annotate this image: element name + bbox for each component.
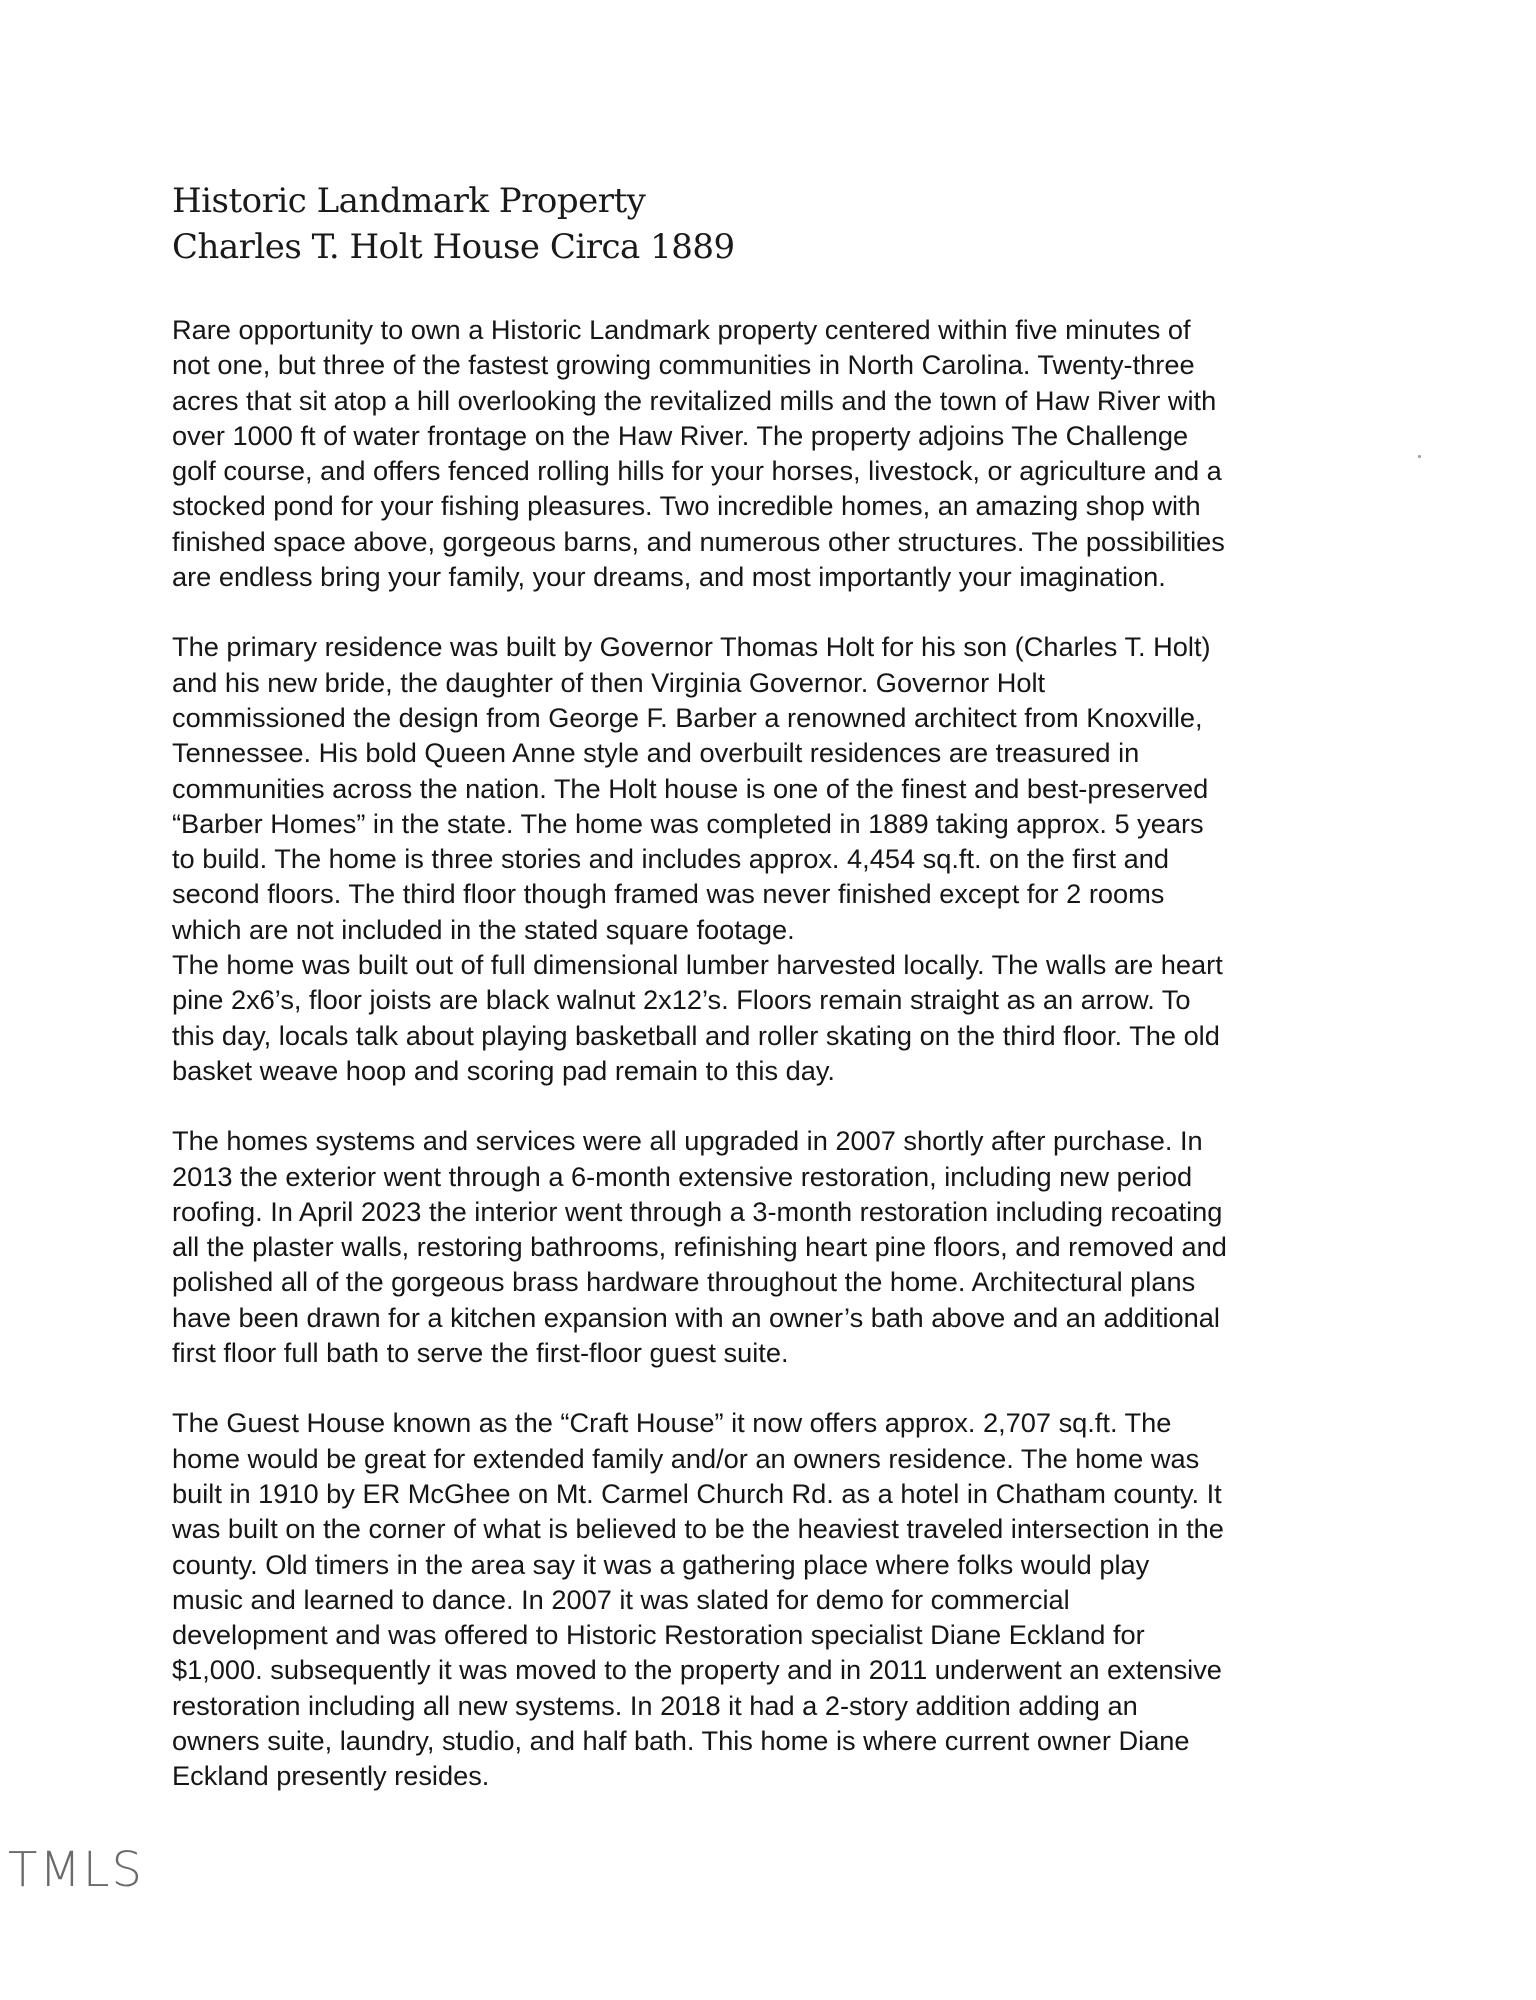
text-line: golf course, and offers fenced rolling hills for your horses, livestock, or agriculture and a [172,455,1222,487]
tmls-watermark: TMLS [8,1842,144,1898]
text-line: and his new bride, the daughter of then Virginia Governor. Governor Holt [172,666,1046,698]
document-body [172,312,1392,1794]
text-line: finished space above, gorgeous barns, and numerous other structures. The possibilities [172,525,1225,557]
text-line: home would be great for extended family and/or an owners residence. The home was [172,1442,1200,1474]
text-line: county. Old timers in the area say it was a gathering place where folks would play [172,1548,1150,1580]
text-line: $1,000. subsequently it was moved to the property and in 2011 underwent an extensive [172,1654,1222,1686]
text-line: Tennessee. His bold Queen Anne style and overbuilt residences are treasured in [172,737,1140,769]
text-line: built in 1910 by ER McGhee on Mt. Carmel Church Rd. as a hotel in Chatham county. It [172,1477,1222,1509]
text-line: development and was offered to Historic Restoration specialist Diane Eckland for [172,1619,1145,1651]
scan-speck [1418,455,1421,458]
text-line: The home was built out of full dimensional lumber harvested locally. The walls are heart [172,949,1223,981]
text-line: over 1000 ft of water frontage on the Haw River. The property adjoins The Challenge [172,419,1189,451]
paragraph-upgrades [172,1123,1392,1370]
paragraph-guest-house [172,1405,1392,1793]
text-line: owners suite, laundry, studio, and half bath. This home is where current owner Diane [172,1724,1190,1756]
text-line: communities across the nation. The Holt house is one of the finest and best-preserved [172,772,1209,804]
text-line: roofing. In April 2023 the interior went through a 3-month restoration including recoating [172,1195,1223,1227]
text-line: this day, locals talk about playing basketball and roller skating on the third floor. The old [172,1019,1220,1051]
text-line: which are not included in the stated square footage. [172,913,795,945]
text-line: basket weave hoop and scoring pad remain to this day. [172,1054,835,1086]
text-line: commissioned the design from George F. Barber a renowned architect from Knoxville, [172,701,1203,733]
text-line: acres that sit atop a hill overlooking the revitalized mills and the town of Haw River with [172,384,1217,416]
text-line: to build. The home is three stories and includes approx. 4,454 sq.ft. on the first and [172,843,1169,875]
text-line: Rare opportunity to own a Historic Landmark property centered within five minutes of [172,314,1191,345]
text-line: 2013 the exterior went through a 6-month extensive restoration, including new period [172,1160,1193,1192]
text-line: The primary residence was built by Governor Thomas Holt for his son (Charles T. Holt) [172,631,1211,663]
text-line: first floor full bath to serve the first-floor guest suite. [172,1337,789,1369]
text-line: “Barber Homes” in the state. The home was completed in 1889 taking approx. 5 years [172,807,1204,839]
text-line: was built on the corner of what is believed to be the heaviest traveled intersection in the [172,1513,1224,1545]
text-line: The Guest House known as the “Craft House” it now offers approx. 2,707 sq.ft. The [172,1407,1172,1439]
document-heading [172,178,1372,270]
text-line: Eckland presently resides. [172,1760,490,1792]
paragraph-primary-residence [172,629,1392,947]
heading-line-2: Charles T. Holt House Circa 1889 [172,227,735,267]
text-line: polished all of the gorgeous brass hardware throughout the home. Architectural plans [172,1266,1196,1298]
text-line: second floors. The third floor though framed was never finished except for 2 rooms [172,878,1165,910]
text-line: pine 2x6’s, floor joists are black walnut 2x12’s. Floors remain straight as an arrow. To [172,984,1191,1016]
text-line: restoration including all new systems. In 2018 it had a 2-story addition adding an [172,1689,1138,1721]
paragraph-intro [172,312,1392,594]
text-line: music and learned to dance. In 2007 it was slated for demo for commercial [172,1583,1070,1615]
text-line: have been drawn for a kitchen expansion with an owner’s bath above and an additional [172,1301,1220,1333]
text-line: stocked pond for your fishing pleasures. Two incredible homes, an amazing shop with [172,490,1201,522]
text-line: not one, but three of the fastest growing communities in North Carolina. Twenty-three [172,349,1195,381]
text-line: The homes systems and services were all upgraded in 2007 shortly after purchase. In [172,1125,1203,1157]
text-line: all the plaster walls, restoring bathrooms, refinishing heart pine floors, and removed and [172,1231,1227,1263]
text-line: are endless bring your family, your dreams, and most importantly your imagination. [172,561,1166,593]
heading-line-1: Historic Landmark Property [172,181,646,221]
paragraph-construction [172,947,1392,1088]
